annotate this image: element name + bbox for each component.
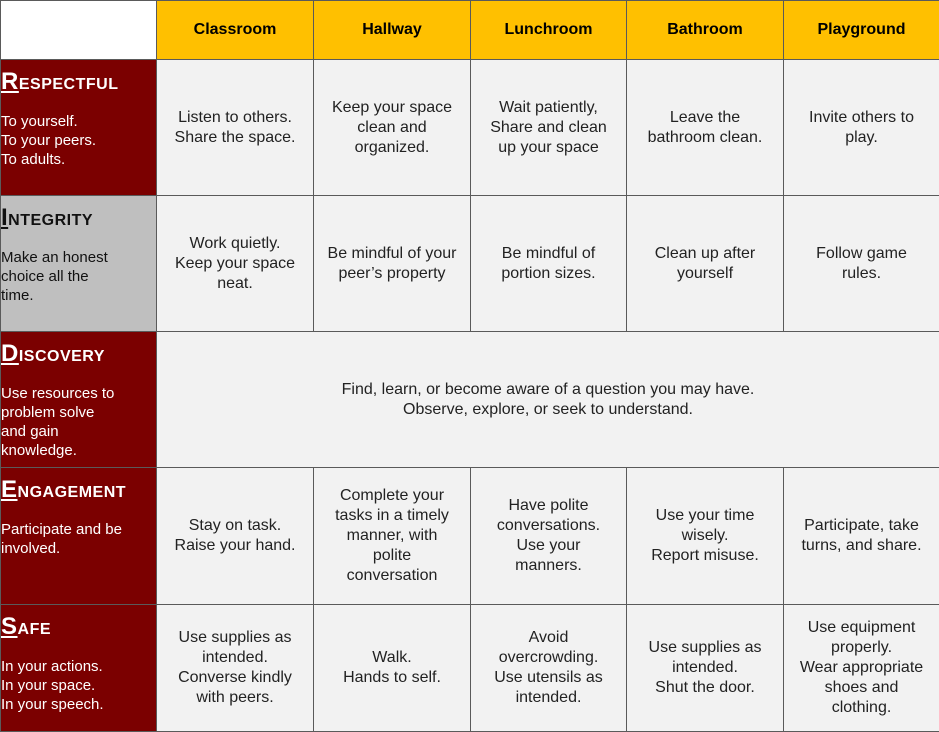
- value-initial: E: [1, 476, 18, 503]
- value-title: [1, 204, 156, 232]
- value-title: [1, 613, 156, 641]
- value-safe: [1, 605, 157, 732]
- value-rest: AFE: [18, 621, 52, 638]
- value-initial: R: [1, 68, 19, 95]
- value-description: Use resources to problem solve and gain knowledge.: [1, 384, 156, 460]
- value-rest: ESPECTFUL: [19, 76, 119, 93]
- cell-integrity-playground: Follow game rules.: [784, 196, 939, 332]
- cell-safe-playground: Use equipment properly. Wear appropriate shoes and clothing.: [784, 605, 939, 732]
- row-discovery: [1, 332, 939, 468]
- cell-safe-bathroom: Use supplies as intended. Shut the door.: [627, 605, 784, 732]
- value-initial: S: [1, 613, 18, 640]
- value-respectful: [1, 60, 157, 196]
- cell-integrity-lunchroom: Be mindful of portion sizes.: [471, 196, 627, 332]
- value-description: In your actions. In your space. In your speech.: [1, 657, 156, 714]
- value-description: To yourself. To your peers. To adults.: [1, 112, 156, 169]
- cell-integrity-hallway: Be mindful of your peer’s property: [314, 196, 471, 332]
- value-description: Make an honest choice all the time.: [1, 248, 156, 305]
- value-title: [1, 476, 156, 504]
- value-rest: NGAGEMENT: [18, 484, 127, 501]
- cell-safe-classroom: Use supplies as intended. Converse kindly with peers.: [157, 605, 314, 732]
- value-discovery: [1, 332, 157, 468]
- column-header-lunchroom: Lunchroom: [471, 1, 627, 60]
- corner-cell: [1, 1, 157, 60]
- cell-respectful-playground: Invite others to play.: [784, 60, 939, 196]
- value-title: [1, 340, 156, 368]
- value-rest: NTEGRITY: [8, 212, 93, 229]
- column-header-hallway: Hallway: [314, 1, 471, 60]
- cell-safe-hallway: Walk. Hands to self.: [314, 605, 471, 732]
- cell-engagement-lunchroom: Have polite conversations. Use your manners.: [471, 468, 627, 605]
- value-integrity: [1, 196, 157, 332]
- cell-engagement-classroom: Stay on task. Raise your hand.: [157, 468, 314, 605]
- cell-respectful-lunchroom: Wait patiently, Share and clean up your space: [471, 60, 627, 196]
- cell-respectful-hallway: Keep your space clean and organized.: [314, 60, 471, 196]
- cell-respectful-classroom: Listen to others. Share the space.: [157, 60, 314, 196]
- row-engagement: [1, 468, 939, 605]
- header-row: [1, 1, 939, 60]
- row-safe: [1, 605, 939, 732]
- value-initial: D: [1, 340, 19, 367]
- column-header-playground: Playground: [784, 1, 939, 60]
- column-header-bathroom: Bathroom: [627, 1, 784, 60]
- column-header-classroom: Classroom: [157, 1, 314, 60]
- value-rest: ISCOVERY: [19, 348, 105, 365]
- cell-safe-lunchroom: Avoid overcrowding. Use utensils as intended.: [471, 605, 627, 732]
- cell-discovery-all-settings: Find, learn, or become aware of a question you may have. Observe, explore, or seek to understand.: [157, 332, 939, 468]
- row-integrity: [1, 196, 939, 332]
- cell-engagement-bathroom: Use your time wisely. Report misuse.: [627, 468, 784, 605]
- value-title: [1, 68, 156, 96]
- value-initial: I: [1, 204, 8, 231]
- cell-integrity-classroom: Work quietly. Keep your space neat.: [157, 196, 314, 332]
- cell-respectful-bathroom: Leave the bathroom clean.: [627, 60, 784, 196]
- value-description: Participate and be involved.: [1, 520, 156, 558]
- cell-integrity-bathroom: Clean up after yourself: [627, 196, 784, 332]
- cell-engagement-hallway: Complete your tasks in a timely manner, with polite conversation: [314, 468, 471, 605]
- row-respectful: [1, 60, 939, 196]
- value-engagement: [1, 468, 157, 605]
- cell-engagement-playground: Participate, take turns, and share.: [784, 468, 939, 605]
